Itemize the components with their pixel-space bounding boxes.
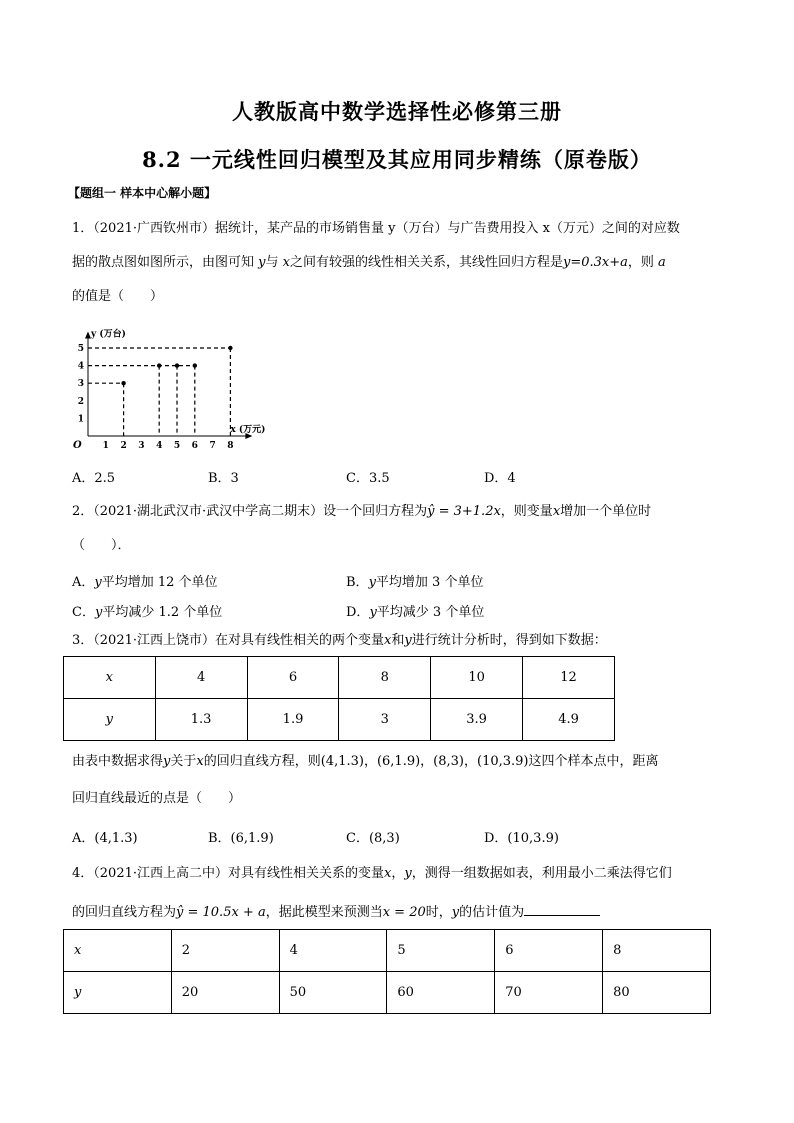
q2-option-c-var: y <box>94 605 103 620</box>
q4-line1-a: 4．（2021·江西上高二中）对具有线性相关关系的变量 <box>72 866 384 881</box>
table-cell: 1.9 <box>247 699 339 741</box>
q2-option-d-var: y <box>369 605 377 620</box>
x-tick-label: 7 <box>209 441 216 451</box>
x-axis-label: x (万元) <box>230 425 266 435</box>
q3-var-x: x <box>384 633 392 648</box>
x-tick-label: 4 <box>156 441 163 451</box>
q2-option-c[interactable] <box>72 601 222 620</box>
q1-var-a: a <box>658 255 666 270</box>
q3-data-table <box>63 656 615 741</box>
q3-option-a[interactable]: A．(4,1.3) <box>72 831 138 846</box>
q1-scatter-chart <box>70 318 300 453</box>
x-tick-label: 6 <box>191 441 198 451</box>
table-cell: y <box>64 699 156 741</box>
table-cell: 70 <box>495 972 603 1014</box>
table-cell: x <box>64 657 156 699</box>
q3-line1-c: 进行统计分析时，得到如下数据： <box>411 633 607 648</box>
table-cell: 12 <box>523 657 615 699</box>
table-cell: 10 <box>431 657 523 699</box>
y-tick-label: 5 <box>77 344 84 354</box>
q2-option-a[interactable] <box>72 571 218 590</box>
q3-option-d[interactable]: D．(10,3.9) <box>484 831 559 846</box>
q4-line2-c: 时， <box>425 905 452 920</box>
scatter-point <box>157 363 161 367</box>
q3-var-y: y <box>404 633 412 648</box>
x-tick-label: 5 <box>173 441 181 451</box>
q4-var-x: x <box>384 866 392 881</box>
table-cell: x <box>64 930 172 972</box>
q1-line2-d: ，则 <box>627 255 659 270</box>
q2-option-c-text: 平均减少 1.2 个单位 <box>102 605 223 620</box>
table-cell: 80 <box>603 972 711 1014</box>
table-cell: 1.3 <box>155 699 247 741</box>
table-cell: 4 <box>155 657 247 699</box>
q4-data-table <box>63 929 711 1014</box>
q2-option-d[interactable] <box>346 601 484 620</box>
q1-option-a[interactable]: A．2.5 <box>72 471 116 486</box>
x-tick-label: 2 <box>120 441 127 451</box>
q4-line2-d: 的估计值为 <box>459 905 525 920</box>
q2-line2: （ ）． <box>72 538 131 553</box>
q1-line2 <box>72 254 666 272</box>
q1-var-x: x <box>282 255 290 270</box>
origin-label: O <box>73 440 82 451</box>
table-cell: 6 <box>495 930 603 972</box>
table-row <box>64 930 711 972</box>
q2-option-b-text: 平均增加 3 个单位 <box>375 575 484 590</box>
table-cell: 3 <box>339 699 431 741</box>
q2-option-b[interactable] <box>346 571 483 590</box>
table-cell: 20 <box>171 972 279 1014</box>
q4-line2-a: 的回归直线方程为 <box>72 905 177 920</box>
q4-equation: ŷ = 10.5x + a <box>176 905 266 920</box>
table-cell: 8 <box>339 657 431 699</box>
q3-option-b[interactable]: B．(6,1.9) <box>208 831 274 846</box>
y-tick-label: 4 <box>77 361 84 372</box>
q1-equation: y=0.3x+a <box>563 255 628 270</box>
q2-option-b-letter: B． <box>346 575 369 590</box>
q4-line2-b: ，据此模型来预测当 <box>265 905 383 920</box>
q1-option-b[interactable]: B．3 <box>208 471 239 486</box>
y-tick-label: 2 <box>77 396 84 407</box>
q2-line1-a: 2．（2021·湖北武汉市·武汉中学高二期末）设一个回归方程为 <box>72 504 428 519</box>
table-row <box>64 699 615 741</box>
y-tick-label: 3 <box>77 379 84 390</box>
q2-option-a-text: 平均增加 12 个单位 <box>101 575 218 590</box>
table-cell: y <box>64 972 172 1014</box>
q4-var-y: y <box>404 866 412 881</box>
q3-line1-a: 3．（2021·江西上饶市）在对具有线性相关的两个变量 <box>72 633 384 648</box>
q4-line1-c: ，测得一组数据如表，利用最小二乘法得它们 <box>411 866 672 881</box>
q3-line1 <box>72 632 607 650</box>
q3-line3: 回归直线最近的点是（ ） <box>72 791 242 806</box>
q3-line2-var-x: x <box>196 754 204 769</box>
page-title-line2: 8.2 一元线性回归模型及其应用同步精练（原卷版） <box>142 147 652 172</box>
q3-line2 <box>72 753 659 771</box>
answer-blank[interactable] <box>524 901 600 916</box>
q2-line1 <box>72 503 651 521</box>
table-cell: 4.9 <box>523 699 615 741</box>
table-cell: 4 <box>279 930 387 972</box>
q1-line3: 的值是（ ） <box>72 289 164 304</box>
table-cell: 2 <box>171 930 279 972</box>
scatter-point <box>228 346 232 350</box>
x-tick-label: 3 <box>138 441 145 451</box>
q2-option-b-var: y <box>368 575 376 590</box>
table-cell: 3.9 <box>431 699 523 741</box>
section-label: 【题组一 样本中心解小题】 <box>68 186 217 200</box>
q4-line2 <box>72 901 600 922</box>
q2-line1-c: 增加一个单位时 <box>560 504 652 519</box>
q1-line2-a: 据的散点图如图所示，由图可知 <box>72 255 259 270</box>
q2-option-a-var: y <box>94 575 102 590</box>
q3-line2-a: 由表中数据求得 <box>72 754 164 769</box>
q4-line2-var-y: y <box>451 905 460 920</box>
table-cell: 60 <box>387 972 495 1014</box>
q1-option-c[interactable]: C．3.5 <box>346 471 390 486</box>
table-cell: 8 <box>603 930 711 972</box>
q1-line2-b: 与 <box>265 255 283 270</box>
q2-equation: ŷ = 3+1.2x <box>427 504 501 519</box>
q3-line1-b: 和 <box>391 633 405 648</box>
table-cell: 6 <box>247 657 339 699</box>
q2-var-x: x <box>552 504 561 519</box>
x-tick-label: 8 <box>227 441 234 451</box>
q2-option-d-text: 平均减少 3 个单位 <box>376 605 485 620</box>
scatter-point <box>175 363 179 367</box>
q3-line2-c: 的回归直线方程，则(4,1.3)，(6,1.9)，(8,3)，(10,3.9)这四个样本点中，距离 <box>203 754 659 769</box>
x-tick-label: 1 <box>102 441 109 451</box>
scatter-point <box>193 363 197 367</box>
table-cell: 50 <box>279 972 387 1014</box>
q2-line1-b: ，则变量 <box>500 504 553 519</box>
q2-option-c-letter: C． <box>72 605 95 620</box>
q3-option-c[interactable]: C．(8,3) <box>346 831 400 846</box>
q2-option-a-letter: A． <box>72 575 95 590</box>
q1-line2-c: 之间有较强的线性相关关系，其线性回归方程是 <box>289 255 563 270</box>
scatter-point <box>121 381 125 385</box>
table-row <box>64 657 615 699</box>
y-tick-label: 1 <box>77 414 84 425</box>
q3-line2-var-y: y <box>163 754 171 769</box>
q3-line2-b: 关于 <box>170 754 197 769</box>
q1-line1: 1．（2021·广西钦州市）据统计，某产品的市场销售量 y（万台）与广告费用投入 x（万元）之间的对应数 <box>72 221 680 236</box>
q1-var-y: y <box>258 255 266 270</box>
table-row <box>64 972 711 1014</box>
q4-line1-b: ， <box>391 866 405 881</box>
page-title-line1: 人教版高中数学选择性必修第三册 <box>232 99 562 124</box>
q1-option-d[interactable]: D．4 <box>484 471 516 486</box>
table-cell: 5 <box>387 930 495 972</box>
q4-equation-x: x = 20 <box>382 905 426 920</box>
y-axis-label: y (万台) <box>91 329 126 340</box>
q4-line1 <box>72 865 672 883</box>
q2-option-d-letter: D． <box>346 605 370 620</box>
